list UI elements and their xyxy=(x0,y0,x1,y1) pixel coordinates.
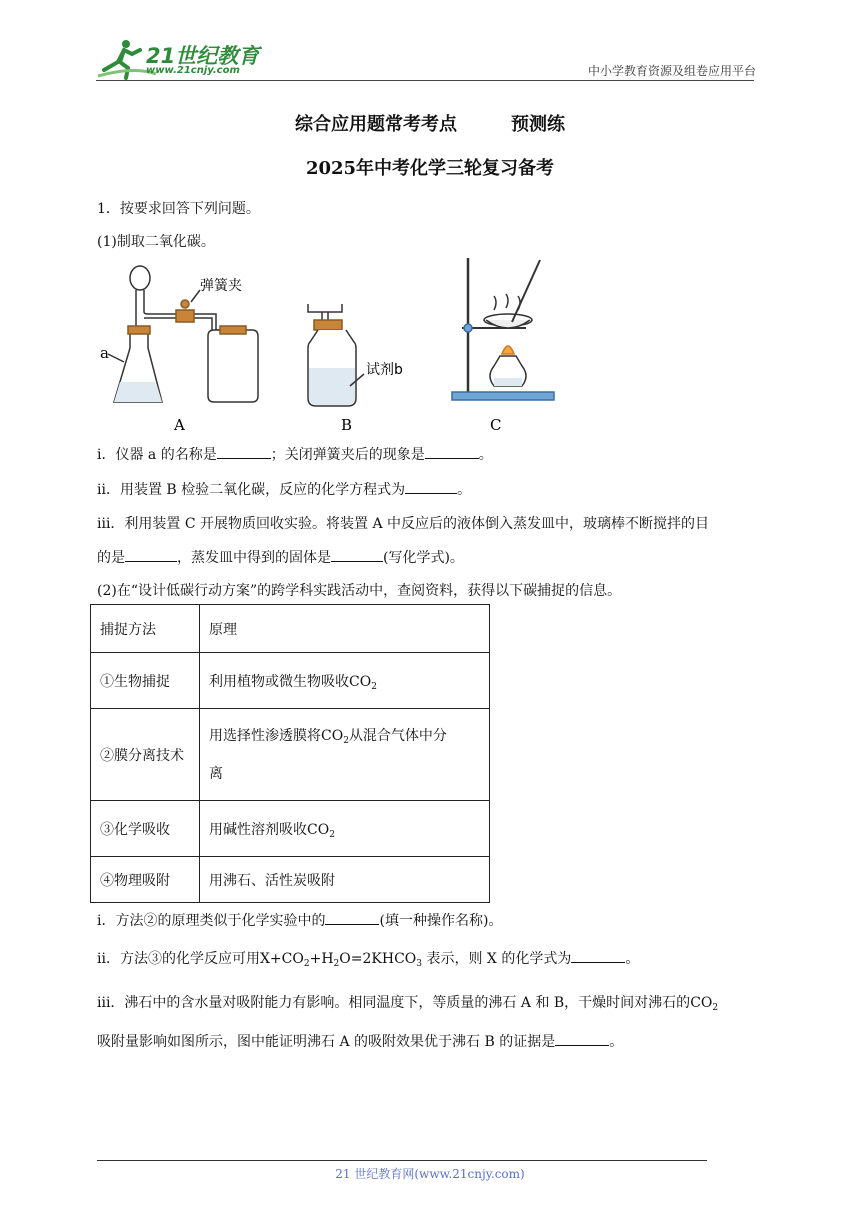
question-2-iii-line1: iii．沸石中的含水量对吸附能力有影响。相同温度下，等质量的沸石 A 和 B，干燥时间对沸石的$CO_2$ xyxy=(97,995,719,1013)
question-2-iii-line2 xyxy=(97,1031,623,1051)
page-title: 综合应用题常考考点 预测练 xyxy=(295,114,565,135)
answer-blank[interactable] xyxy=(325,924,379,925)
caption-b: B xyxy=(341,416,353,434)
q1ii-prefix: ⅱ．用装置 B 检验二氧化碳，反应的化学方程式为 xyxy=(97,482,406,498)
label-spring-clamp: 弹簧夹 xyxy=(200,278,242,294)
q1i-end: 。 xyxy=(478,447,493,463)
principle-cell: 用碱性溶剂吸收$CO_2$ xyxy=(200,801,490,857)
question-1-iii-line2 xyxy=(97,547,464,567)
label-reagent-b: 试剂b xyxy=(366,362,403,378)
apparatus-c xyxy=(452,258,554,400)
table-row xyxy=(91,857,490,903)
q1iii-prefix: 的是 xyxy=(97,550,125,566)
question-stem: 1．按要求回答下列问题。 xyxy=(97,201,260,217)
method-cell: ①生物捕捉 xyxy=(91,653,200,709)
table-row xyxy=(91,653,490,709)
apparatus-b xyxy=(308,304,364,406)
header-platform-text: 中小学教育资源及组卷应用平台 xyxy=(587,64,756,78)
caption-a: A xyxy=(174,416,185,434)
logo-url: www.21cnjy.com xyxy=(146,65,240,76)
answer-blank[interactable] xyxy=(331,561,383,562)
q2i-end: (填一种操作名称)。 xyxy=(379,913,503,929)
method-cell: ④物理吸附 xyxy=(91,857,200,903)
q1ii-end: 。 xyxy=(457,482,472,498)
part1-heading: (1)制取二氧化碳。 xyxy=(97,234,215,250)
question-2-i xyxy=(97,910,502,930)
carbon-capture-table xyxy=(90,604,490,903)
label-a: a xyxy=(100,344,109,362)
method-cell: ③化学吸收 xyxy=(91,801,200,857)
answer-blank[interactable] xyxy=(555,1045,609,1046)
answer-blank[interactable] xyxy=(217,458,271,459)
part2-heading: (2)在“设计低碳行动方案”的跨学科实践活动中，查阅资料，获得以下碳捕捉的信息。 xyxy=(97,583,622,599)
answer-blank[interactable] xyxy=(425,458,479,459)
principle-cell: 用沸石、活性炭吸附 xyxy=(200,857,490,903)
table-header-row xyxy=(91,605,490,653)
q2ii-prefix: ii．方法③的化学反应可用 xyxy=(97,951,260,967)
apparatus-figure xyxy=(96,256,556,436)
footer-divider xyxy=(97,1160,707,1161)
q2ii-suffix: 表示，则 X 的化学式为 xyxy=(426,951,572,967)
header-principle: 原理 xyxy=(200,605,490,653)
q2iii-prefix: 吸附量影响如图所示，图中能证明沸石 A 的吸附效果优于沸石 B 的证据是 xyxy=(97,1034,556,1050)
question-1-ii xyxy=(97,479,471,499)
header-divider xyxy=(96,80,754,81)
q1iii-mid: ，蒸发皿中得到的固体是 xyxy=(177,550,331,566)
q1i-mid: ；关闭弹簧夹后的现象是 xyxy=(270,447,425,463)
table-row xyxy=(91,801,490,857)
logo-text: 21世纪教育 xyxy=(146,44,260,68)
answer-blank[interactable] xyxy=(405,493,457,494)
question-1-iii-line1: ⅲ．利用装置 C 开展物质回收实验。将装置 A 中反应后的液体倒入蒸发皿中，玻璃棒不断搅拌的目 xyxy=(97,516,710,532)
caption-c: C xyxy=(490,416,502,434)
q2iii-end: 。 xyxy=(609,1034,624,1050)
header-method: 捕捉方法 xyxy=(91,605,200,653)
question-1-i xyxy=(97,444,493,464)
q2ii-end: 。 xyxy=(625,951,640,967)
q1iii-end: (写化学式)。 xyxy=(383,550,464,566)
q1i-prefix: ⅰ．仪器 a 的名称是 xyxy=(97,447,217,463)
answer-blank[interactable] xyxy=(571,962,625,963)
q2i-prefix: i．方法②的原理类似于化学实验中的 xyxy=(97,913,326,929)
page-subtitle: 2025年中考化学三轮复习备考 xyxy=(305,158,555,179)
spring-clamp-icon xyxy=(176,300,194,322)
method-cell: ②膜分离技术 xyxy=(91,709,200,801)
principle-cell: 用选择性渗透膜将$CO_2$从混合气体中分 离 xyxy=(200,709,490,801)
table-row xyxy=(91,709,490,801)
answer-blank[interactable] xyxy=(125,561,177,562)
question-2-ii: ii．方法③的化学反应可用$X+CO_2+H_2O=2KHCO_3$ 表示，则 X 的化学式为 。 xyxy=(97,951,640,969)
footer-link[interactable]: 21 世纪教育网(www.21cnjy.com) xyxy=(335,1167,525,1181)
principle-cell: 利用植物或微生物吸收$CO_2$ xyxy=(200,653,490,709)
